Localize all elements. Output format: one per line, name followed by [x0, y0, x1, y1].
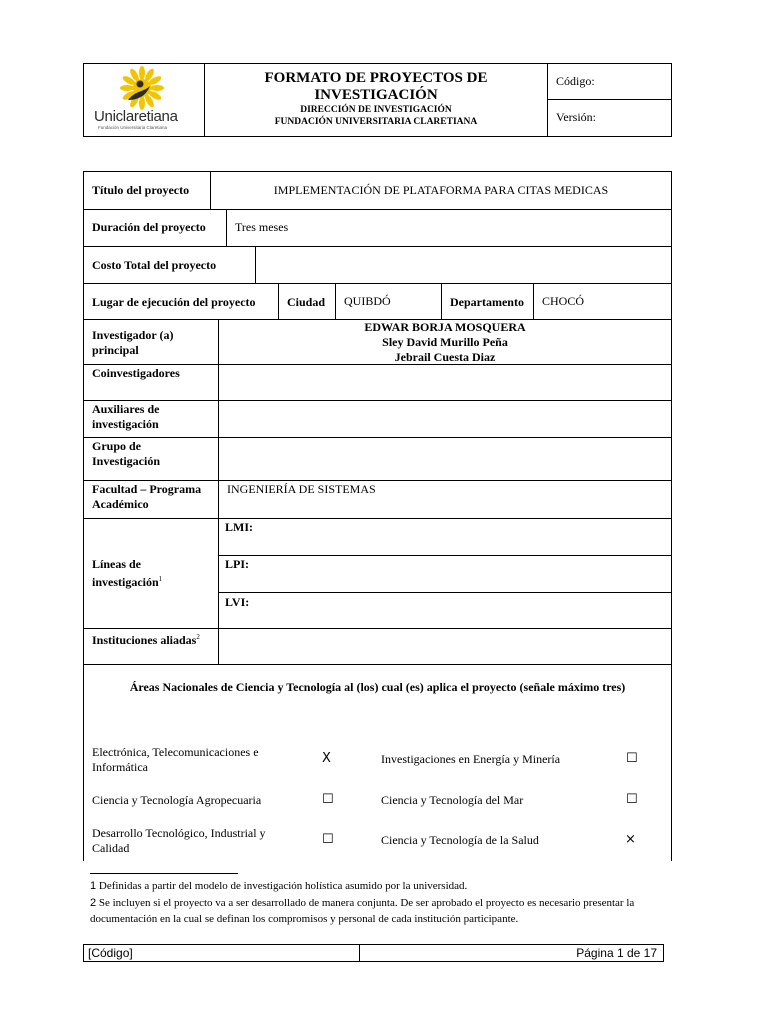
city-label: Ciudad [278, 284, 335, 319]
lpi-label: LPI: [225, 557, 249, 571]
area-agro: Ciencia y Tecnología Agropecuaria [92, 793, 262, 807]
area-electronics-check[interactable]: X [322, 751, 331, 766]
footnote-1-text: Definidas a partir del modelo de investigación holística asumido por la universidad. [98, 880, 468, 892]
group-value[interactable] [218, 438, 671, 480]
page-footer [83, 944, 664, 962]
area-agro-check[interactable]: ☐ [322, 792, 334, 807]
row-project-title [84, 172, 671, 210]
area-energy-mining-check[interactable]: ☐ [626, 751, 638, 766]
assistants-label: Auxiliares de investigación [92, 402, 160, 431]
area-sea-check[interactable]: ☐ [626, 792, 638, 807]
lines-footnote-ref: 1 [158, 575, 163, 583]
footnote-1 [90, 878, 670, 894]
pi-label: Investigador (a) principal [92, 328, 174, 357]
city-value[interactable]: QUIBDÓ [335, 284, 441, 319]
row-principal-investigator [84, 320, 671, 365]
footnote-2-number: 2 [90, 897, 97, 909]
cost-value[interactable] [255, 247, 671, 283]
footnote-separator [90, 873, 238, 874]
area-tech-industrial-check[interactable]: ☐ [322, 832, 334, 847]
title-cell [205, 64, 548, 136]
area-health-check[interactable]: × [625, 832, 636, 847]
logo-subtext: Fundación Universitaria Claretiana [98, 125, 168, 130]
institutions-value[interactable] [218, 629, 671, 664]
logo-cell [84, 64, 205, 136]
document-subtitle-foundation: FUNDACIÓN UNIVERSITARIA CLARETIANA [274, 117, 478, 127]
row-coinvestigators [84, 365, 671, 401]
assistants-value[interactable] [218, 401, 671, 437]
areas-heading: Áreas Nacionales de Ciencia y Tecnología al (los) cual (es) aplica el proyecto (señale máximo tres) [129, 680, 626, 694]
project-title-value[interactable]: IMPLEMENTACIÓN DE PLATAFORMA PARA CITAS MEDICAS [210, 172, 671, 209]
project-title-label: Título del proyecto [92, 183, 190, 197]
investigator-2: Sley David Murillo Peña [382, 335, 508, 349]
version-cell [548, 100, 672, 136]
row-project-duration [84, 210, 671, 247]
row-project-cost [84, 247, 671, 284]
investigator-1: EDWAR BORJA MOSQUERA [364, 320, 526, 334]
version-label: Versión: [556, 110, 596, 124]
institutions-label [84, 629, 218, 664]
lvi-label: LVI: [225, 595, 250, 609]
institutions-footnote-ref: 2 [196, 633, 200, 641]
department-value[interactable]: CHOCÓ [533, 284, 671, 319]
row-assistants [84, 401, 671, 438]
code-cell [548, 64, 672, 100]
faculty-value[interactable]: INGENIERÍA DE SISTEMAS [218, 481, 671, 518]
place-label: Lugar de ejecución del proyecto [92, 295, 256, 309]
area-energy-mining: Investigaciones en Energía y Minería [381, 752, 561, 766]
area-health: Ciencia y Tecnología de la Salud [381, 833, 539, 847]
lines-values [218, 519, 671, 628]
lvi-field[interactable] [219, 593, 672, 629]
lmi-label: LMI: [225, 520, 253, 534]
lines-label [84, 519, 218, 628]
investigator-3: Jebrail Cuesta Diaz [394, 350, 496, 364]
footer-code: [Código] [84, 945, 360, 961]
logo-text: Uniclaretiana [94, 108, 178, 125]
row-research-lines [84, 519, 671, 629]
area-electronics: Electrónica, Telecomunicaciones e Informática [92, 745, 259, 774]
footnote-2 [90, 895, 670, 927]
row-research-group [84, 438, 671, 481]
institutions-label-text: Instituciones aliadas [92, 633, 197, 647]
footnote-1-number: 1 [90, 880, 97, 892]
row-project-place [84, 284, 671, 320]
footer-page-number: Página 1 de 17 [576, 946, 657, 960]
duration-label: Duración del proyecto [92, 220, 206, 234]
project-form-table [83, 171, 672, 861]
footnote-2-text: Se incluyen si el proyecto va a ser desarrollado de manera conjunta. De ser aprobado el proyecto es necesario presentar la documentación en la cual se definan los compromisos y personal de cada institución participante. [90, 897, 635, 925]
coinvestigators-value[interactable] [218, 365, 671, 400]
lmi-field[interactable] [219, 519, 672, 556]
pi-values[interactable] [218, 320, 671, 364]
row-faculty [84, 481, 671, 519]
lines-label-text: Líneas de investigación [92, 557, 159, 589]
group-label: Grupo de Investigación [92, 439, 161, 468]
faculty-label: Facultad – Programa Académico [92, 482, 202, 511]
duration-value[interactable]: Tres meses [226, 210, 671, 246]
area-tech-industrial: Desarrollo Tecnológico, Industrial y Calidad [92, 826, 266, 855]
row-institutions [84, 629, 671, 665]
document-header [83, 63, 672, 137]
code-label: Código: [556, 74, 595, 88]
area-sea: Ciencia y Tecnología del Mar [381, 793, 524, 807]
document-subtitle-direction: DIRECCIÓN DE INVESTIGACIÓN [300, 105, 452, 115]
cost-label: Costo Total del proyecto [92, 258, 217, 272]
department-label: Departamento [441, 284, 533, 319]
document-title: FORMATO DE PROYECTOS DE INVESTIGACIÓN [264, 70, 488, 103]
lpi-field[interactable] [219, 556, 672, 593]
coinvestigators-label: Coinvestigadores [92, 366, 180, 380]
